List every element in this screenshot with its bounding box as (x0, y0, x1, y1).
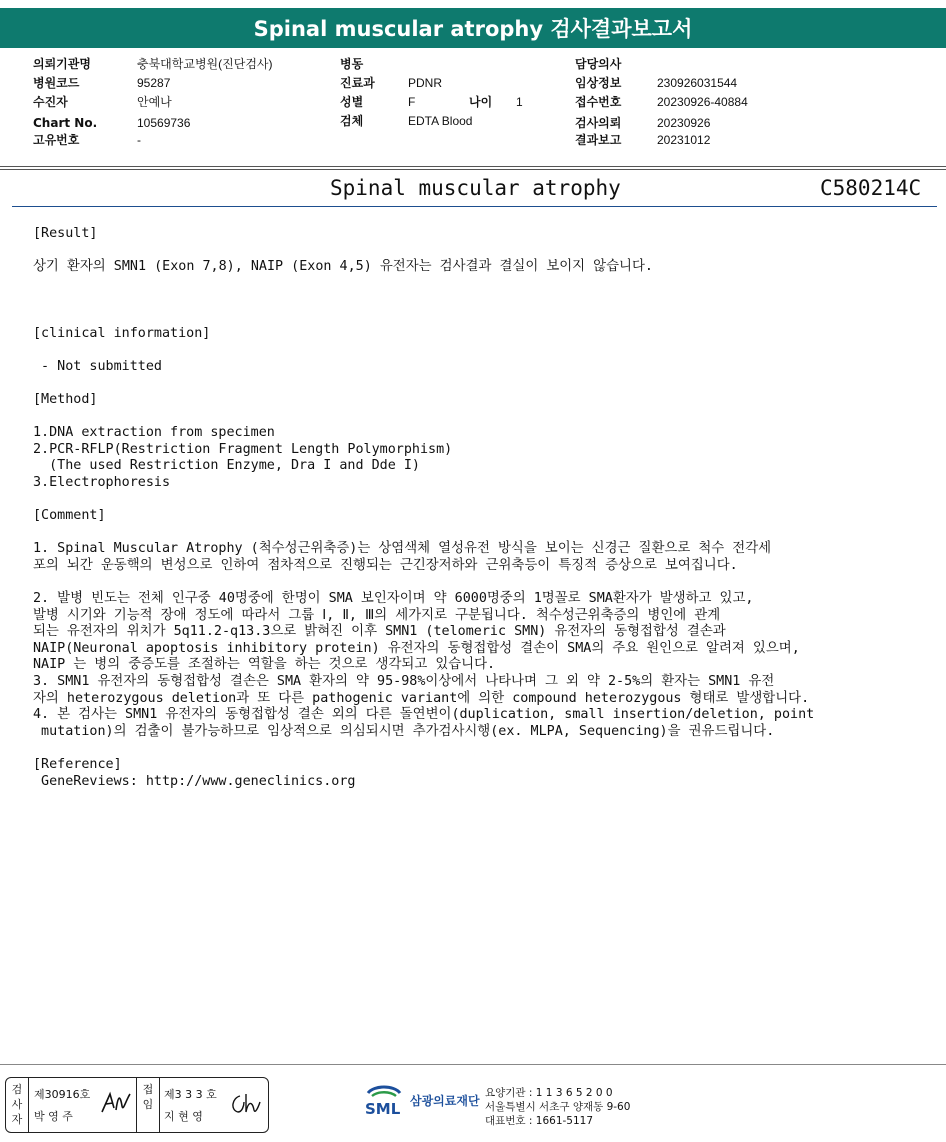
chart-label: Chart No. (33, 116, 98, 130)
divider (0, 166, 946, 167)
report-text-line: 1.DNA extraction from specimen (33, 425, 275, 441)
footer-address (485, 1086, 630, 1128)
hospcode-value: 95287 (137, 76, 171, 90)
approver-signature-mark (228, 1090, 262, 1116)
report-text-line: 되는 유전자의 위치가 5q11.2-q13.3으로 밝혀진 이후 SMN1 (telomeric SMN) 유전자의 동형접합성 결손과 (33, 624, 726, 640)
dept-label: 진료과 (340, 76, 375, 90)
blank-line (33, 525, 923, 542)
examiner-license-no: 제30916호 (34, 1088, 91, 1101)
sml-logo-text: 삼광의료재단 (410, 1093, 480, 1108)
report-text-line: mutation)의 검출이 불가능하므로 임상적으로 의심되시면 추가검사시행(ex. MLPA, Sequencing)을 권유드립니다. (33, 723, 775, 739)
request-value: 20230926 (657, 116, 711, 130)
approver-vertical-label (139, 1082, 157, 1112)
report-text-line: 2.PCR-RFLP(Restriction Fragment Length Polymorphism) (33, 441, 453, 457)
blank-line (33, 276, 923, 293)
approver-license-no: 제3 3 3 호 (164, 1088, 217, 1101)
ward-label: 병동 (340, 57, 364, 71)
examiner-label-col (6, 1078, 29, 1132)
report-text-line: 상기 환자의 SMN1 (Exon 7,8), NAIP (Exon 4,5) 유전자는 검사결과 결실이 보이지 않습니다. (33, 259, 653, 275)
footer-line-2: 서울특별시 서초구 양재동 9-60 (485, 1101, 631, 1113)
report-label: 결과보고 (575, 133, 622, 147)
report-text-line: [clinical information] (33, 325, 211, 341)
blank-line (33, 409, 923, 426)
sex-label: 성별 (340, 95, 364, 109)
report-text-line: - Not submitted (33, 358, 162, 374)
report-text-line: [Method] (33, 391, 98, 407)
clinical-value: 230926031544 (657, 76, 738, 90)
uid-value: - (137, 133, 141, 147)
report-header-bar (0, 8, 946, 48)
blank-line (33, 574, 923, 591)
report-text-line: 4. 본 검사는 SMN1 유전자의 동형접합성 결손 외의 다른 돌연변이(duplication, small insertion/deletion, point (33, 707, 815, 723)
report-text-line: 1. Spinal Muscular Atrophy (척수성근위축증)는 상염색체 열성유전 방식을 보이는 신경근 질환으로 척수 전각세 (33, 541, 772, 557)
doctor-label: 담당의사 (575, 57, 622, 71)
footer-line-3: 대표번호 : 1661-5117 (485, 1115, 594, 1127)
report-text-line: [Result] (33, 226, 98, 241)
blank-line (33, 292, 923, 309)
report-text-line: [Comment] (33, 508, 106, 524)
report-header-title: Spinal muscular atrophy 검사결과보고서 (253, 17, 693, 41)
blank-line (33, 492, 923, 509)
examiner-signature-mark (100, 1090, 134, 1116)
blank-line (33, 309, 923, 326)
sml-logo (364, 1083, 480, 1117)
report-test-title: Spinal muscular atrophy (330, 176, 621, 200)
patient-info-block (0, 56, 946, 160)
uid-label: 고유번호 (33, 133, 80, 147)
institution-label: 의뢰기관명 (33, 57, 91, 71)
blank-line (33, 740, 923, 757)
chart-value: 10569736 (137, 116, 191, 130)
divider (0, 169, 946, 170)
sml-logo-icon (364, 1083, 404, 1117)
sml-logo-mark (364, 1083, 404, 1117)
specimen-label: 검체 (340, 114, 364, 128)
report-text-line: NAIP(Neuronal apoptosis inhibitory protein) 유전자의 동형접합성 결손이 SMA의 주요 원인으로 알려져 있으며, (33, 640, 800, 656)
request-label: 검사의뢰 (575, 116, 622, 130)
report-value: 20231012 (657, 133, 711, 147)
report-text-line: [Reference] (33, 757, 122, 772)
report-test-code: C580214C (820, 176, 922, 200)
hospcode-label: 병원코드 (33, 76, 80, 90)
report-text-line: 발병 시기와 기능적 장애 정도에 따라서 그룹 Ⅰ, Ⅱ, Ⅲ의 세가지로 구분됩니다. 척수성근위축증의 병인에 관계 (33, 607, 721, 623)
signature-box (5, 1077, 269, 1133)
patient-value: 안예나 (137, 95, 172, 109)
reception-label: 접수번호 (575, 95, 622, 109)
age-value: 1 (516, 95, 523, 109)
examiner-vertical-label (8, 1082, 26, 1127)
dept-value: PDNR (408, 76, 443, 90)
approver-label: 접임 (142, 1083, 154, 1111)
sml-logo-abbr: SML (365, 1100, 401, 1117)
age-label: 나이 (469, 95, 493, 109)
report-text-line: GeneReviews: http://www.geneclinics.org (33, 773, 356, 789)
report-text-line: 3.Electrophoresis (33, 474, 171, 490)
examiner-label: 검사자 (11, 1083, 23, 1126)
clinical-label: 임상정보 (575, 76, 622, 90)
footer-line-1: 요양기관 : 1 1 3 6 5 2 0 0 (485, 1087, 613, 1099)
report-text-line: NAIP 는 병의 중증도를 조절하는 역할을 하는 것으로 생각되고 있습니다. (33, 657, 496, 673)
report-text-line: (The used Restriction Enzyme, Dra I and Dde I) (33, 458, 420, 474)
report-body (33, 226, 923, 790)
approver-signature (228, 1090, 262, 1121)
approver-label-col (136, 1078, 160, 1132)
report-text-line: 포의 뇌간 운동핵의 변성으로 인하여 점차적으로 진행되는 근긴장저하와 근위축등이 특징적 증상으로 보여집니다. (33, 557, 738, 573)
reception-value: 20230926-40884 (657, 95, 748, 109)
blank-line (33, 243, 923, 260)
institution-value: 충북대학교병원(진단검사) (137, 57, 273, 71)
report-text-line: 자의 heterozygous deletion과 또 다른 pathogenic variant에 의한 compound heterozygous 형태로 발생합니다. (33, 690, 810, 706)
title-underline (12, 206, 937, 207)
blank-line (33, 342, 923, 359)
approver-name: 지 현 영 (164, 1110, 203, 1123)
examiner-name: 박 영 주 (34, 1110, 73, 1123)
blank-line (33, 375, 923, 392)
report-text-line: 3. SMN1 유전자의 동형접합성 결손은 SMA 환자의 약 95-98%이상에서 나타나며 그 외 약 2-5%의 환자는 SMN1 유전 (33, 674, 775, 690)
sex-value: F (408, 95, 416, 109)
report-text-line: 2. 발병 빈도는 전체 인구중 40명중에 한명이 SMA 보인자이며 약 6000명중의 1명꼴로 SMA환자가 발생하고 있고, (33, 591, 754, 607)
specimen-value: EDTA Blood (408, 114, 473, 128)
patient-label: 수진자 (33, 95, 68, 109)
footer-divider (0, 1064, 946, 1065)
examiner-signature (100, 1090, 134, 1121)
